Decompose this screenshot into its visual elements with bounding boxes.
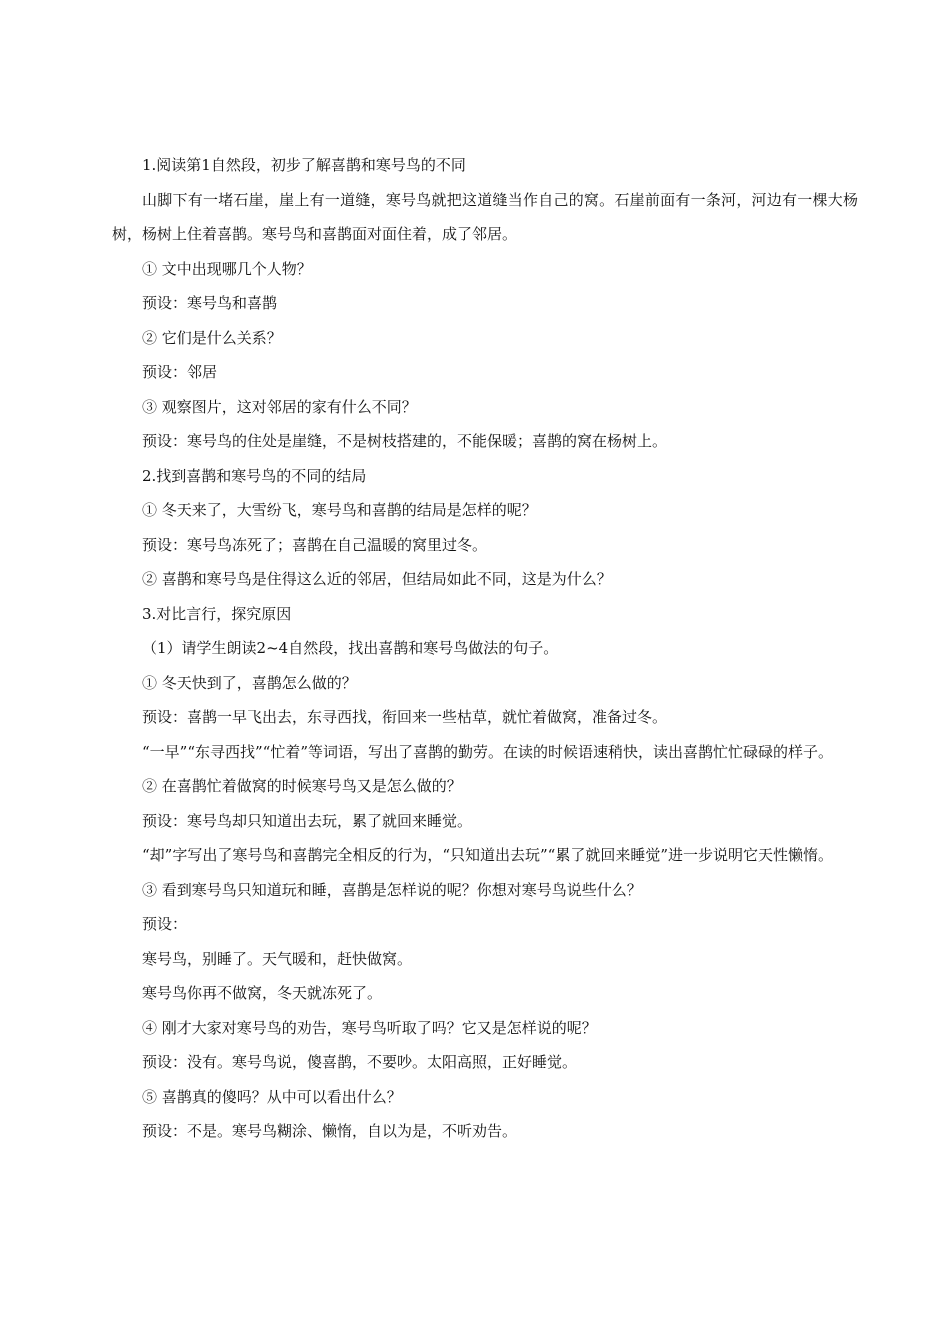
question: ⑤ 喜鹊真的傻吗？从中可以看出什么？ bbox=[142, 1087, 402, 1106]
section-heading: 1.阅读第1自然段，初步了解喜鹊和寒号鸟的不同 bbox=[142, 156, 466, 174]
question: ① 冬天来了，大雪纷飞，寒号鸟和喜鹊的结局是怎样的呢？ bbox=[142, 501, 537, 519]
answer: 预设： bbox=[142, 915, 188, 933]
question: ① 文中出现哪几个人物？ bbox=[142, 259, 312, 278]
answer: 预设：寒号鸟却只知道出去玩，累了就回来睡觉。 bbox=[142, 811, 473, 830]
question: ③ 看到寒号鸟只知道玩和睡，喜鹊是怎样说的呢？你想对寒号鸟说些什么？ bbox=[142, 880, 642, 899]
answer-line: 寒号鸟你再不做窝，冬天就冻死了。 bbox=[142, 984, 383, 1002]
answer-line: 寒号鸟，别睡了。天气暖和，赶快做窝。 bbox=[142, 949, 413, 968]
answer: 预设：喜鹊一早飞出去，东寻西找，衔回来一些枯草，就忙着做窝，准备过冬。 bbox=[142, 708, 668, 726]
question: ② 在喜鹊忙着做窝的时候寒号鸟又是怎么做的？ bbox=[142, 777, 462, 795]
question: ④ 刚才大家对寒号鸟的劝告，寒号鸟听取了吗？它又是怎样说的呢？ bbox=[142, 1018, 597, 1037]
section-heading: 2.找到喜鹊和寒号鸟的不同的结局 bbox=[142, 466, 367, 485]
answer: 预设：邻居 bbox=[142, 363, 218, 381]
answer: 预设：寒号鸟的住处是崖缝，不是树枝搭建的，不能保暖；喜鹊的窝在杨树上。 bbox=[142, 432, 668, 450]
section-heading: 3.对比言行，探究原因 bbox=[142, 604, 292, 623]
text-paragraph: 山脚下有一堵石崖，崖上有一道缝，寒号鸟就把这道缝当作自己的窝。石崖前面有一条河，河边有一棵大杨树，杨树上住着喜鹊。寒号鸟和喜鹊面对面住着，成了邻居。 bbox=[112, 190, 858, 243]
question: ① 冬天快到了，喜鹊怎么做的？ bbox=[142, 673, 357, 692]
question: ③ 观察图片，这对邻居的家有什么不同？ bbox=[142, 397, 417, 416]
sub-heading: （1）请学生朗读2~4自然段，找出喜鹊和寒号鸟做法的句子。 bbox=[142, 639, 559, 657]
text-paragraph: “一早”“东寻西找”“忙着”等词语，写出了喜鹊的勤劳。在读的时候语速稍快，读出喜鹊忙忙碌碌的样子。 bbox=[142, 742, 834, 761]
question: ② 它们是什么关系？ bbox=[142, 328, 282, 347]
answer: 预设：不是。寒号鸟糊涂、懒惰，自以为是，不听劝告。 bbox=[142, 1122, 518, 1140]
answer: 预设：寒号鸟冻死了；喜鹊在自己温暖的窝里过冬。 bbox=[142, 535, 488, 554]
document-page bbox=[112, 148, 858, 1149]
question: ② 喜鹊和寒号鸟是住得这么近的邻居，但结局如此不同，这是为什么？ bbox=[142, 570, 612, 588]
answer: 预设：寒号鸟和喜鹊 bbox=[142, 294, 278, 312]
text-paragraph: “却”字写出了寒号鸟和喜鹊完全相反的行为，“只知道出去玩”“累了就回来睡觉”进一步说明它天性懒惰。 bbox=[142, 846, 834, 864]
answer: 预设：没有。寒号鸟说，傻喜鹊，不要吵。太阳高照，正好睡觉。 bbox=[142, 1053, 578, 1071]
